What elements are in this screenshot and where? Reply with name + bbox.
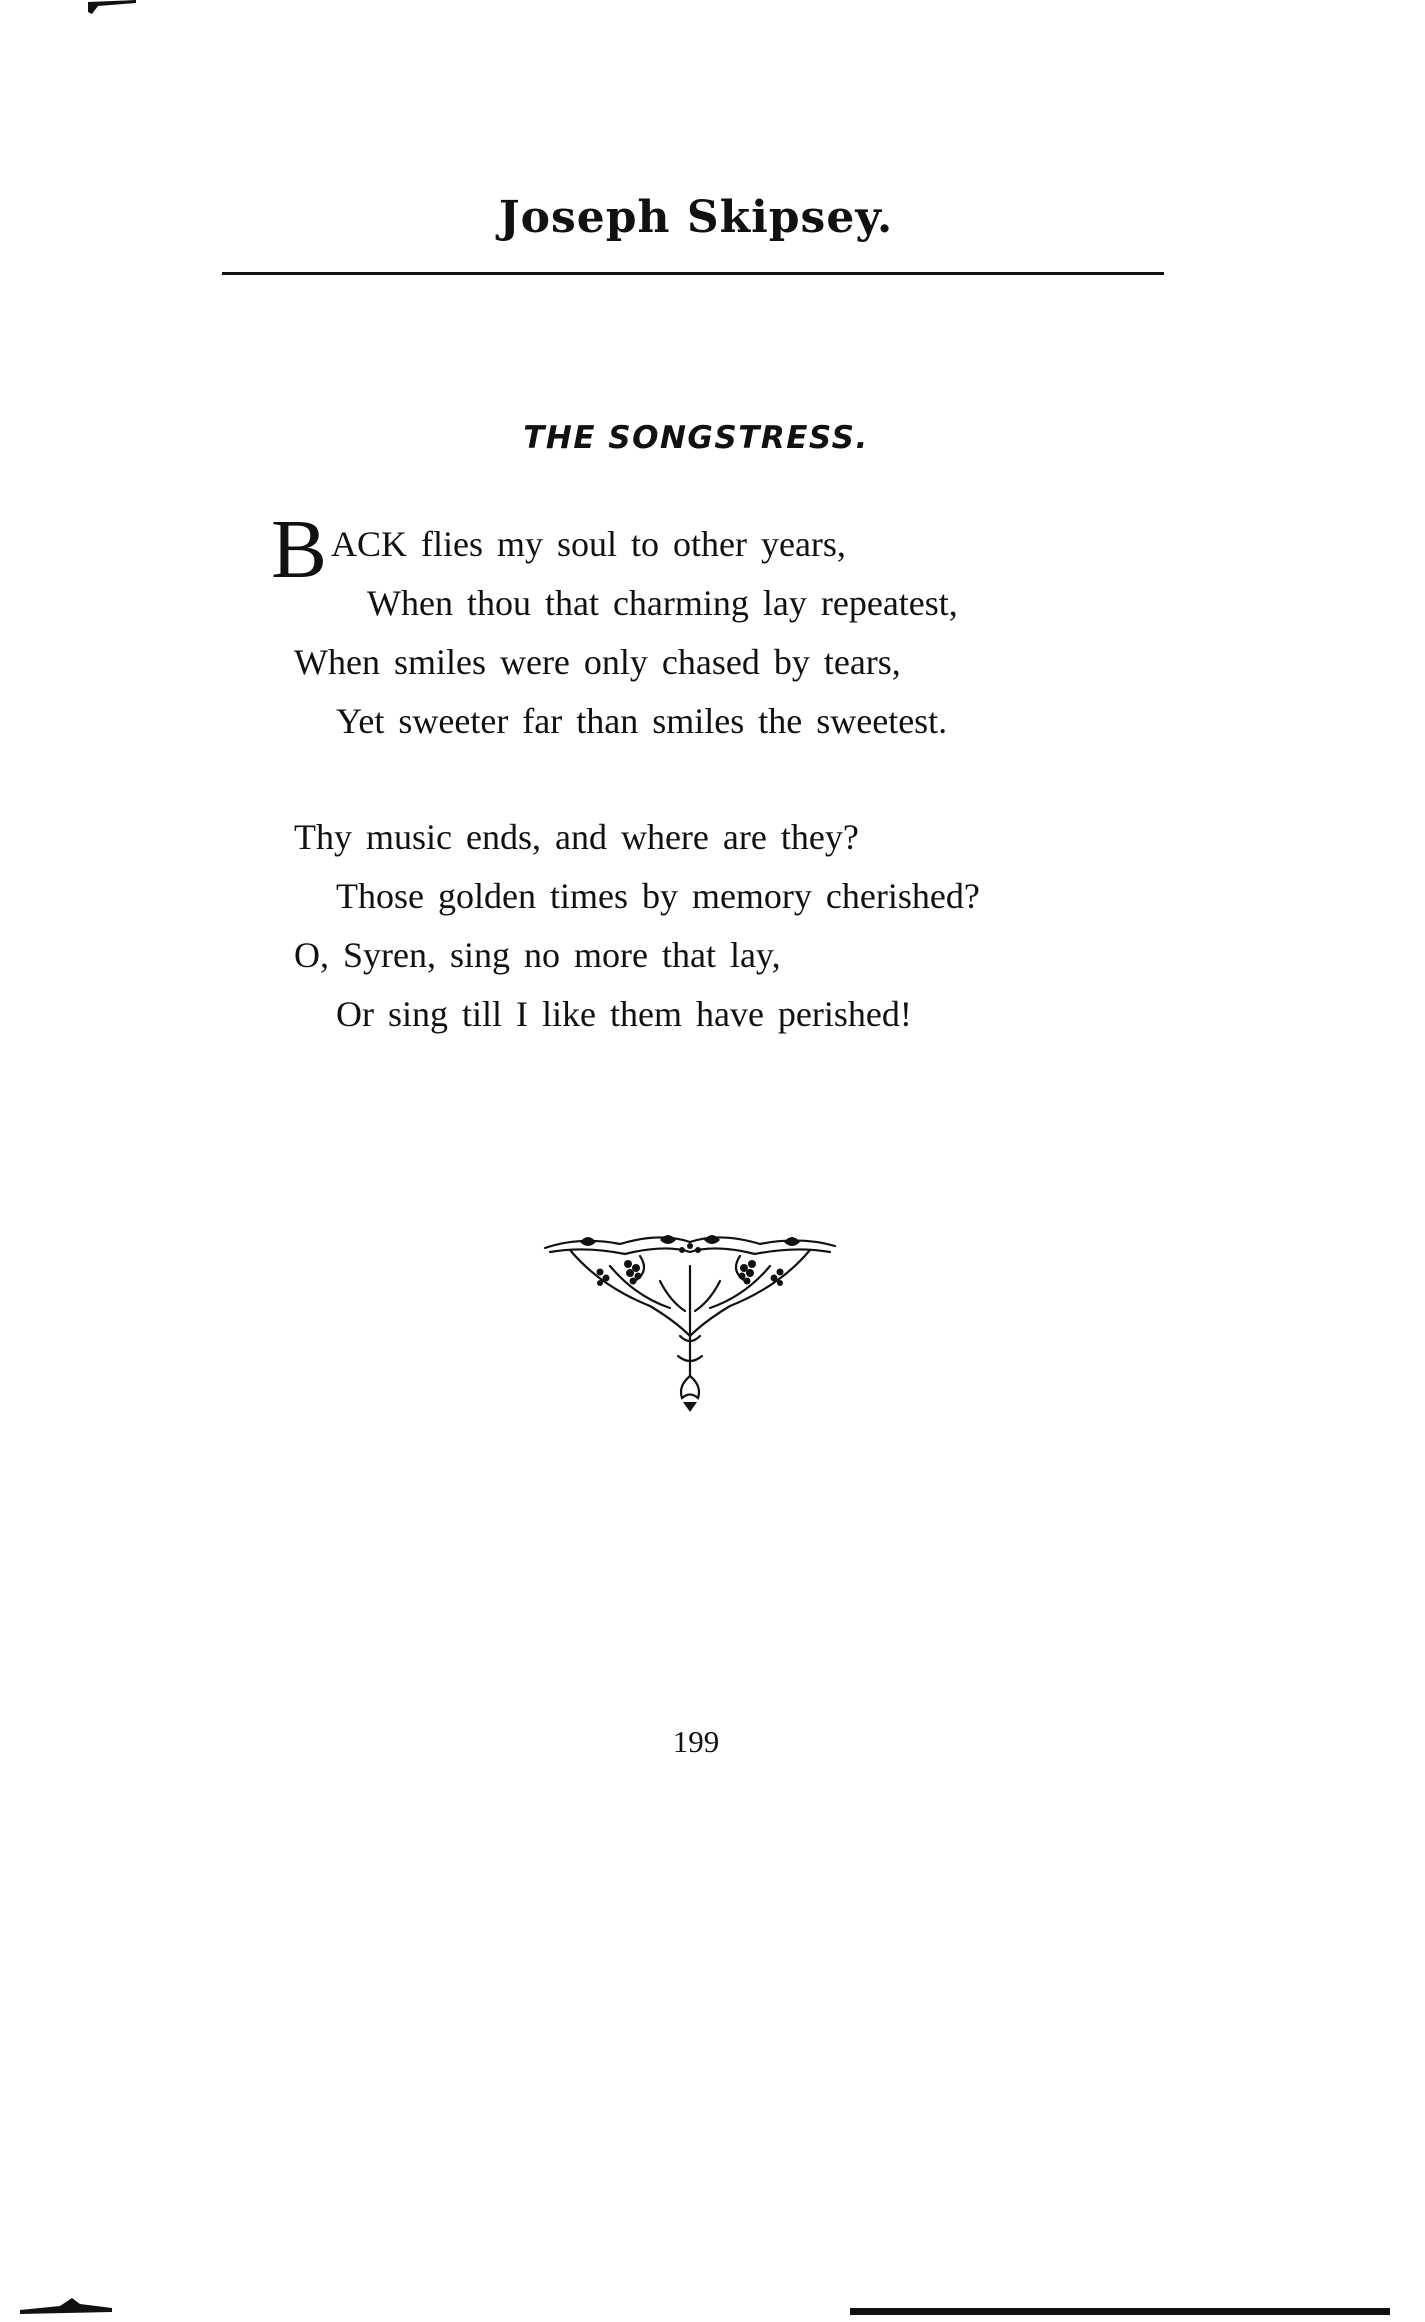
poem-line: Or sing till I like them have perished! <box>336 994 912 1034</box>
corner-mark-icon <box>20 2298 112 2314</box>
vine-grape-tailpiece-icon <box>540 1226 840 1416</box>
poem-line: O, Syren, sing no more that lay, <box>294 935 781 975</box>
poem-line: When thou that charming lay repeatest, <box>367 583 958 623</box>
poem-line: Thy music ends, and where are they? <box>294 817 859 857</box>
page-number: 199 <box>672 1724 720 1759</box>
poem-title: THE SONGSTRESS. <box>523 420 869 456</box>
poem-line: ACK flies my soul to other years, <box>331 524 846 564</box>
bottom-rule <box>850 2308 1390 2315</box>
poem-line: Those golden times by memory cherished? <box>336 876 980 916</box>
drop-cap: B <box>271 503 328 596</box>
corner-mark-icon <box>88 0 136 14</box>
poem-line: When smiles were only chased by tears, <box>294 642 901 682</box>
running-head: Joseph Skipsey. <box>498 192 894 243</box>
head-rule <box>222 272 1164 275</box>
poem-line: Yet sweeter far than smiles the sweetest. <box>336 701 948 741</box>
